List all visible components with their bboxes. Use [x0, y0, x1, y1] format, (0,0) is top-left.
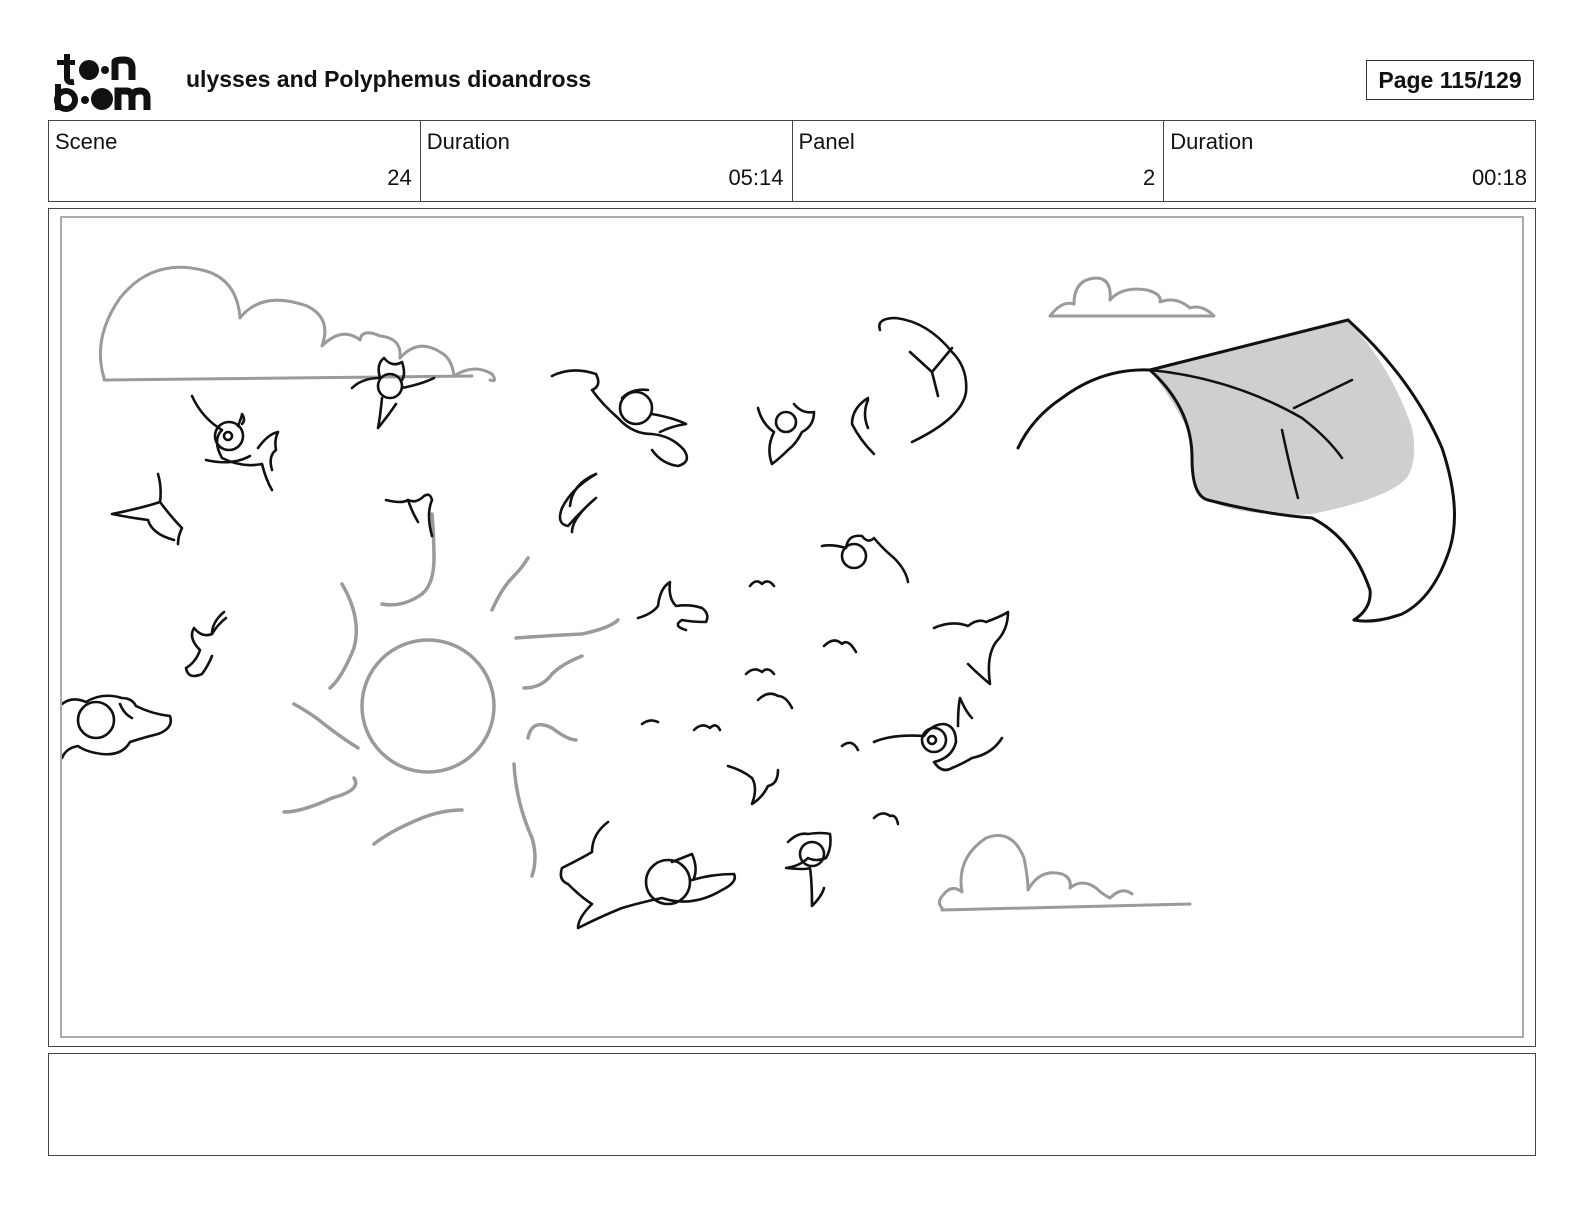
flying-creature-1: [552, 370, 687, 466]
gull-8: [874, 813, 898, 824]
bird-7: [758, 404, 814, 464]
panel-value: 2: [1143, 165, 1156, 190]
scene-value: 24: [387, 165, 412, 190]
bird-1: [192, 396, 278, 490]
bird-2: [352, 358, 434, 428]
bird-3: [112, 474, 182, 544]
gull-4: [758, 694, 792, 708]
panel-duration-cell: [1164, 121, 1535, 201]
scene-cell: [49, 121, 421, 201]
bird-5: [62, 696, 171, 758]
cloud-top-right: [1050, 278, 1214, 316]
panel-duration-label: Duration: [1170, 129, 1254, 154]
bird-4: [186, 612, 226, 676]
storyboard-sketch: [62, 218, 1522, 1036]
panel-cell: [793, 121, 1165, 201]
panel-label: Panel: [798, 129, 855, 154]
scene-duration-label: Duration: [426, 129, 510, 154]
cloud-top-left: [100, 267, 494, 381]
gull-2: [824, 640, 856, 652]
bird-9: [638, 582, 707, 630]
gull-1: [750, 581, 774, 586]
toon-boom-logo: [52, 50, 164, 112]
toon-boom-logo-mark: [52, 50, 164, 112]
bird-11: [874, 698, 1002, 770]
bird-12: [728, 766, 778, 804]
panel-notes: [48, 1053, 1536, 1156]
bird-flock: [62, 318, 1008, 928]
gull-5: [642, 720, 658, 724]
gull-6: [694, 725, 720, 730]
bird-6: [386, 495, 432, 536]
cloud-bottom: [939, 836, 1190, 911]
bird-13: [786, 833, 831, 906]
gull-3: [746, 669, 774, 674]
kite-1: [879, 318, 966, 442]
scene-label: Scene: [55, 129, 118, 154]
flying-creature-2: [561, 822, 735, 928]
leaf-2: [852, 398, 874, 454]
bird-8: [822, 536, 908, 582]
fan-shape: [1018, 320, 1455, 621]
leaf-1: [560, 474, 596, 532]
sun: [284, 514, 618, 876]
page-indicator: Page 115/129: [1366, 60, 1534, 100]
project-title: ulysses and Polyphemus dioandross: [186, 66, 592, 92]
storyboard-drawing: [60, 216, 1524, 1038]
scene-duration-cell: [421, 121, 793, 201]
scene-duration-value: 05:14: [728, 165, 784, 190]
gull-7: [842, 743, 858, 750]
bird-10: [934, 612, 1008, 684]
panel-duration-value: 00:18: [1471, 165, 1527, 190]
scene-info-row: [48, 120, 1536, 202]
